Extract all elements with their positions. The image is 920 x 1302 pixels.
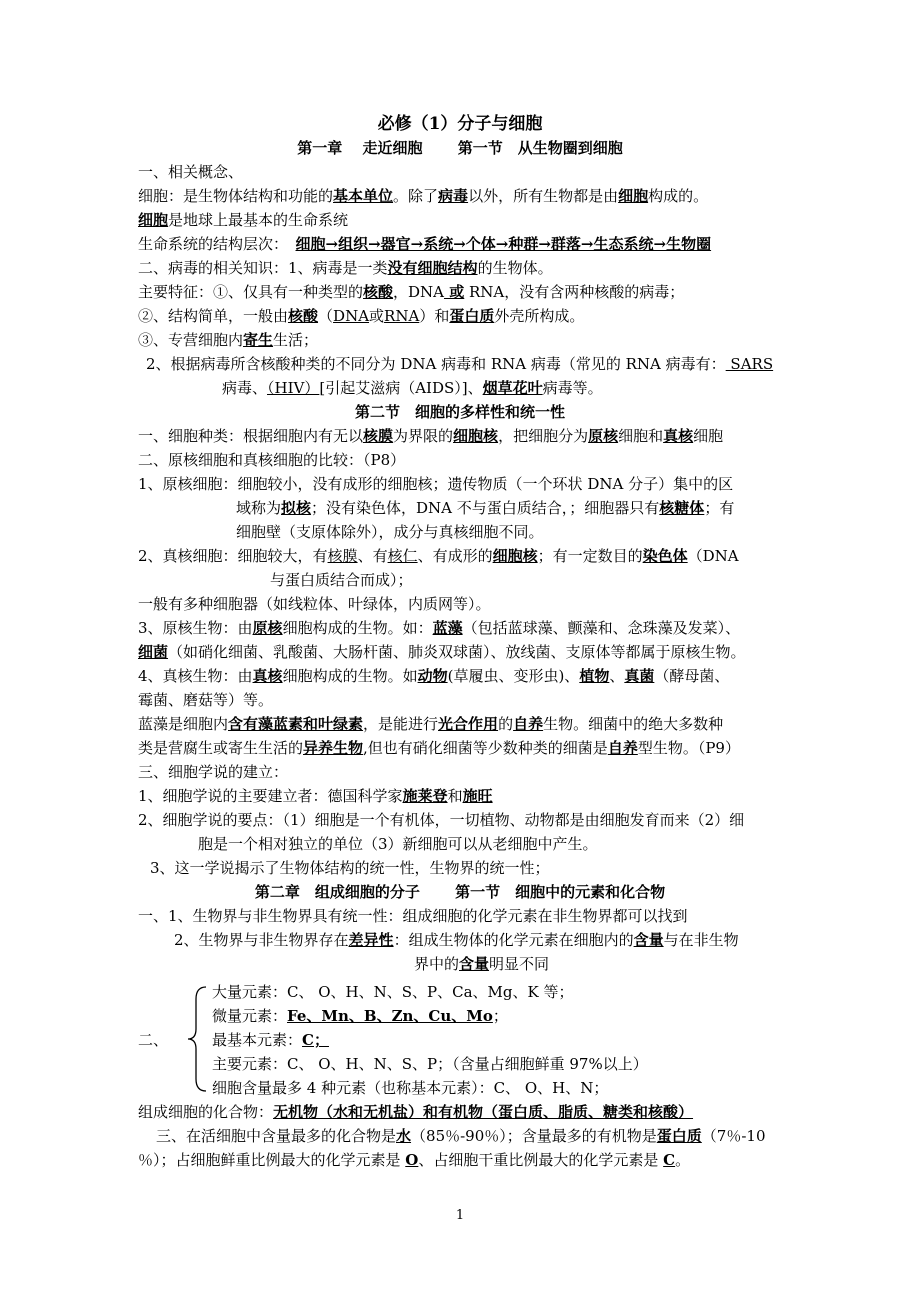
text: 与蛋白质结合而成）； xyxy=(270,571,413,589)
key-term: C； xyxy=(302,1031,329,1049)
text: 细胞构成的生物。如 xyxy=(282,667,418,685)
page-number: 1 xyxy=(455,1208,465,1223)
text: （DNA xyxy=(687,547,739,565)
text: [引起艾滋病（AIDS）]、 xyxy=(319,379,483,397)
text-line xyxy=(138,1149,690,1171)
text: 二、病毒的相关知识：1、病毒是一类 xyxy=(138,259,388,277)
text: ，把细胞分为 xyxy=(498,427,589,445)
text: 型生物。（P9） xyxy=(637,739,740,757)
key-term: 细胞→组织→器官→系统→个体→种群→群落→生态系统→生物圈 xyxy=(295,235,712,253)
text: 一、细胞种类：根据细胞内有无以 xyxy=(138,427,364,445)
text-line xyxy=(138,257,553,279)
key-term: （HIV） xyxy=(267,379,320,397)
text-line xyxy=(156,1125,766,1147)
text: 3、这一学说揭示了生物体结构的统一性，生物界的统一性； xyxy=(150,859,550,877)
text: 霉菌、磨菇等）等。 xyxy=(138,691,274,709)
text-line xyxy=(236,521,544,543)
text: 域称为 xyxy=(236,499,282,517)
text: 1、细胞学说的主要建立者：德国科学家 xyxy=(138,787,403,805)
key-term: 植物 xyxy=(579,667,610,685)
text: （如硝化细菌、乳酸菌、大肠杆菌、肺炎双球菌）、放线菌、支原体等都属于原核生物。 xyxy=(168,643,746,661)
text: 微量元素： xyxy=(212,1007,288,1025)
text: 。除了 xyxy=(393,187,439,205)
key-term: 蛋白质 xyxy=(656,1127,702,1145)
text: 。 xyxy=(675,1151,691,1169)
key-term: 无机物（水和无机盐）和有机物（蛋白质、脂质、糖类和核酸） xyxy=(273,1103,694,1121)
text: 蓝藻是细胞内 xyxy=(138,715,229,733)
text-line xyxy=(138,809,744,831)
text: 细胞构成的生物。如： xyxy=(282,619,433,637)
text: ；没有染色体，DNA 不与蛋白质结合，；细胞器只有 xyxy=(311,499,660,517)
key-term: 施莱登 xyxy=(402,787,448,805)
text: ，是能进行 xyxy=(363,715,439,733)
key-term: 原核 xyxy=(252,619,283,637)
text: 、占细胞干重比例最大的化学元素是 xyxy=(418,1151,664,1169)
text-line xyxy=(138,617,740,639)
chapter-heading xyxy=(0,881,920,903)
text: 、有成形的 xyxy=(417,547,493,565)
document-title: 必修（1）分子与细胞 xyxy=(377,114,543,134)
text: 病毒、 xyxy=(222,379,268,397)
key-term: 蓝藻 xyxy=(432,619,463,637)
key-term: 细胞核 xyxy=(492,547,538,565)
text: 三、在活细胞中含量最多的化合物是 xyxy=(156,1127,397,1145)
key-term: 差异性 xyxy=(348,931,394,949)
text: 二、原核细胞和真核细胞的比较：（P8） xyxy=(138,451,406,469)
chapter-heading xyxy=(0,137,920,159)
key-term: 细胞核 xyxy=(453,427,499,445)
text-line xyxy=(146,353,773,375)
text-line xyxy=(270,569,413,591)
text: 或 xyxy=(369,307,385,325)
text-line xyxy=(212,1053,648,1075)
curly-brace-icon xyxy=(186,985,208,1093)
text: 的生物体。 xyxy=(477,259,553,277)
text: 2、真核细胞：细胞较大，有 xyxy=(138,547,328,565)
key-term: 病毒 xyxy=(438,187,469,205)
key-term: 寄生 xyxy=(243,331,274,349)
text-line xyxy=(138,473,733,495)
text-line xyxy=(138,281,684,303)
text: 第二章 组成细胞的分子 第一节 细胞中的元素和化合物 xyxy=(254,883,666,901)
text: ，DNA xyxy=(393,283,445,301)
key-term: 真核 xyxy=(252,667,283,685)
text-line xyxy=(138,545,739,567)
text: 细胞含量最多 4 种元素（也称基本元素）：C、 O、H、N； xyxy=(212,1079,609,1097)
key-term: 没有细胞结构 xyxy=(387,259,478,277)
text: 细胞壁（支原体除外），成分与真核细胞不同。 xyxy=(236,523,544,541)
key-term: 核仁 xyxy=(387,547,418,565)
text: ：组成生物体的化学元素在细胞内的 xyxy=(393,931,634,949)
key-term: 核酸 xyxy=(363,283,394,301)
text: 一般有多种细胞器（如线粒体、叶绿体，内质网等）。 xyxy=(138,595,491,613)
text: 的 xyxy=(498,715,514,733)
text-line xyxy=(138,305,584,327)
text-line xyxy=(138,785,493,807)
text: ；有一定数目的 xyxy=(537,547,643,565)
key-term: 动物 xyxy=(417,667,448,685)
text: 1、原核细胞：细胞较小，没有成形的细胞核；遗传物质（一个环状 DNA 分子）集中的区 xyxy=(138,475,734,493)
text: 与在非生物 xyxy=(663,931,739,949)
text-line xyxy=(138,761,288,783)
text: （7％-10 xyxy=(701,1127,766,1145)
key-term: 蛋白质 xyxy=(449,307,495,325)
key-term: Fe、Mn、B、Zn、Cu、Mo xyxy=(287,1007,493,1025)
key-term: SARS xyxy=(725,355,774,373)
key-term: 染色体 xyxy=(642,547,688,565)
text: （85％-90％）；含量最多的有机物是 xyxy=(411,1127,657,1145)
text: 大量元素：C、 O、H、N、S、P、Ca、Mg、K 等； xyxy=(212,983,574,1001)
key-term: O xyxy=(405,1151,419,1169)
text: （ xyxy=(318,307,334,325)
text: 病毒等。 xyxy=(542,379,603,397)
text-line xyxy=(138,161,243,183)
key-term: 核酸 xyxy=(288,307,319,325)
text: 一、1、生物界与非生物界具有统一性：组成细胞的化学元素在非生物界都可以找到 xyxy=(138,907,688,925)
text: 外壳所构成。 xyxy=(494,307,585,325)
section-heading xyxy=(0,401,920,423)
text-line xyxy=(138,737,740,759)
key-term: 细胞 xyxy=(618,187,649,205)
text-line xyxy=(212,1005,508,1027)
text: （包括蓝球藻、颤藻和、念珠藻及发菜）、 xyxy=(462,619,741,637)
text-line xyxy=(138,209,348,231)
text: （酵母菌、 xyxy=(654,667,730,685)
text: 是地球上最基本的生命系统 xyxy=(168,211,349,229)
key-term: 原核 xyxy=(588,427,619,445)
key-term: 异养生物 xyxy=(303,739,364,757)
key-term: 水 xyxy=(396,1127,412,1145)
key-term: 烟草花叶 xyxy=(482,379,543,397)
text: ； xyxy=(492,1007,508,1025)
text: 第二节 细胞的多样性和统一性 xyxy=(354,403,565,421)
text: 界中的 xyxy=(414,955,460,973)
text-line xyxy=(138,185,708,207)
text-line xyxy=(138,1101,693,1123)
text-line xyxy=(138,593,491,615)
text-line xyxy=(138,1029,168,1051)
key-term: C xyxy=(663,1151,676,1169)
text-line xyxy=(138,641,746,663)
text-line xyxy=(236,497,734,519)
text-line xyxy=(414,953,549,975)
text-line xyxy=(138,449,405,471)
key-term: 真菌 xyxy=(624,667,655,685)
text: 为界限的 xyxy=(393,427,454,445)
key-term: 自养 xyxy=(513,715,544,733)
text: 生活； xyxy=(273,331,319,349)
text: 细胞：是生物体结构和功能的 xyxy=(138,187,334,205)
text: ②、结构简单，一般由 xyxy=(138,307,289,325)
key-term: 含有藻蓝素和叶绿素 xyxy=(228,715,364,733)
key-term: 真核 xyxy=(663,427,694,445)
text: 细胞和 xyxy=(618,427,664,445)
text: 生物。细菌中的绝大多数种 xyxy=(543,715,724,733)
key-term: RNA xyxy=(384,307,420,325)
key-term: DNA xyxy=(333,307,370,325)
text: 三、细胞学说的建立： xyxy=(138,763,289,781)
text-line xyxy=(138,905,688,927)
text: 、 xyxy=(609,667,625,685)
text: ,但也有硝化细菌等少数种类的细菌是 xyxy=(363,739,608,757)
key-term: 核膜 xyxy=(327,547,358,565)
text-line xyxy=(138,233,711,255)
text: 主要特征：①、仅具有一种类型的 xyxy=(138,283,364,301)
key-term: 或 xyxy=(444,283,465,301)
text: 2、根据病毒所含核酸种类的不同分为 DNA 病毒和 RNA 病毒（常见的 RNA 病毒有： xyxy=(146,355,726,373)
key-term: 核糖体 xyxy=(659,499,705,517)
text: 4、真核生物：由 xyxy=(138,667,253,685)
text: ）和 xyxy=(419,307,450,325)
text-line xyxy=(138,329,318,351)
text-line xyxy=(138,665,729,687)
text-line xyxy=(174,929,739,951)
key-term: 核膜 xyxy=(363,427,394,445)
text-line xyxy=(150,857,550,879)
key-term: 细菌 xyxy=(138,643,169,661)
text: 生命系统的结构层次： xyxy=(138,235,296,253)
key-term: 含量 xyxy=(633,931,664,949)
text: 最基本元素： xyxy=(212,1031,303,1049)
text: 、有 xyxy=(357,547,388,565)
text-line xyxy=(138,689,273,711)
key-term: 细胞 xyxy=(138,211,169,229)
key-term: 含量 xyxy=(459,955,490,973)
text: 明显不同 xyxy=(489,955,550,973)
text: ③、专营细胞内 xyxy=(138,331,244,349)
text: 2、生物界与非生物界存在 xyxy=(174,931,349,949)
key-term: 自养 xyxy=(607,739,638,757)
text: 以外，所有生物都是由 xyxy=(468,187,619,205)
text-line xyxy=(138,425,723,447)
text: 二、 xyxy=(138,1031,169,1049)
key-term: 基本单位 xyxy=(333,187,394,205)
text: 3、原核生物：由 xyxy=(138,619,253,637)
text-line xyxy=(212,1077,608,1099)
text: 构成的。 xyxy=(648,187,709,205)
text: 第一章 走近细胞 第一节 从生物圈到细胞 xyxy=(297,139,623,157)
text: 细胞 xyxy=(693,427,724,445)
text-line xyxy=(138,713,723,735)
key-term: 光合作用 xyxy=(438,715,499,733)
text-line xyxy=(212,1029,329,1051)
text: 和 xyxy=(447,787,463,805)
text-line xyxy=(212,981,573,1003)
text: 组成细胞的化合物： xyxy=(138,1103,274,1121)
key-term: 拟核 xyxy=(281,499,312,517)
text: 2、细胞学说的要点：（1）细胞是一个有机体，一切植物、动物都是由细胞发育而来（2）细 xyxy=(138,811,745,829)
text: 一、相关概念、 xyxy=(138,163,244,181)
text: 类是营腐生或寄生生活的 xyxy=(138,739,304,757)
key-term: 施旺 xyxy=(462,787,493,805)
text: 主要元素：C、 O、H、N、S、P；（含量占细胞鲜重 97%以上） xyxy=(212,1055,648,1073)
text: ；有 xyxy=(704,499,735,517)
text: ％）；占细胞鲜重比例最大的化学元素是 xyxy=(138,1151,406,1169)
text: (草履虫、变形虫)、 xyxy=(447,667,580,685)
text: RNA，没有含两种核酸的病毒； xyxy=(464,283,685,301)
text-line xyxy=(198,833,598,855)
text: 胞是一个相对独立的单位（3）新细胞可以从老细胞中产生。 xyxy=(198,835,598,853)
text-line xyxy=(222,377,603,399)
